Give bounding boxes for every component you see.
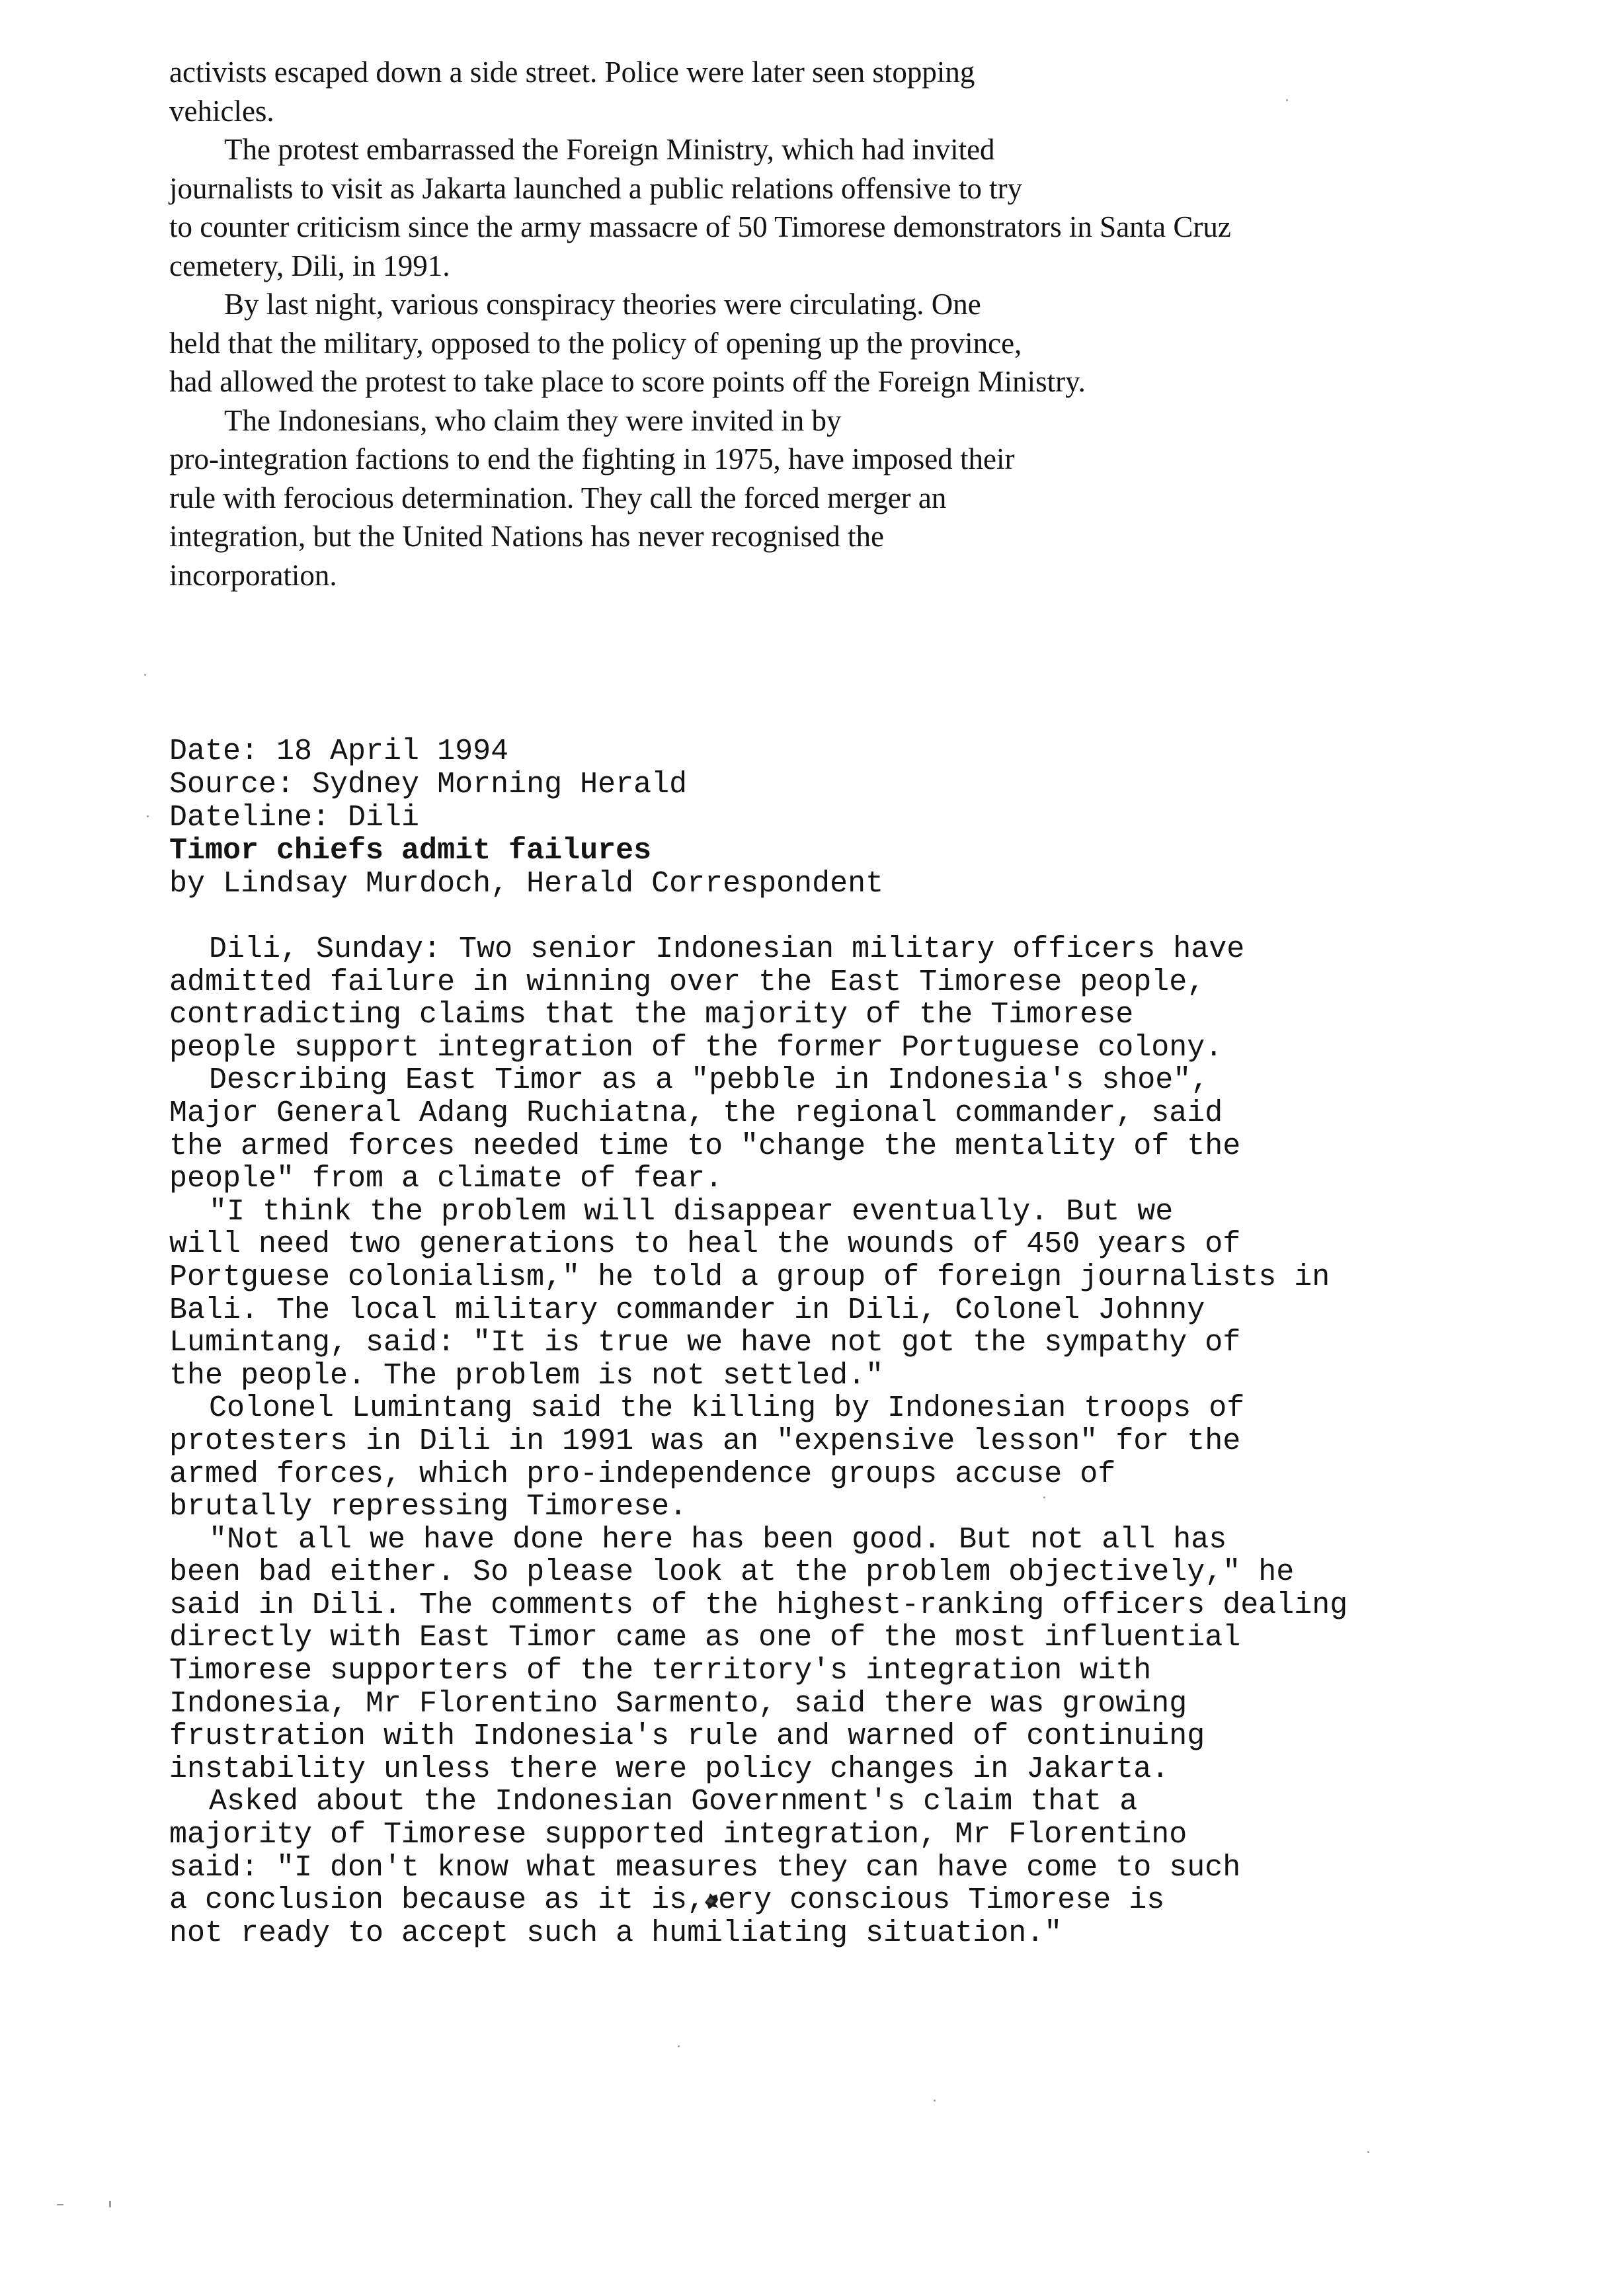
article-headline: Timor chiefs admit failures [169,834,652,868]
article-body-line: said: "I don't know what measures they can have come to such [169,1850,1241,1885]
continued-article [169,53,1492,594]
article-body-line: majority of Timorese supported integration, Mr Florentino [169,1818,1187,1852]
ink-smudge-icon [704,1887,719,1906]
scan-speck [678,2045,680,2047]
scan-speck [57,2204,63,2205]
scan-speck [147,815,149,817]
article-body-line: frustration with Indonesia's rule and warned of continuing [169,1719,1205,1754]
article-body-line: Indonesia, Mr Florentino Sarmento, said there was growing [169,1686,1187,1721]
article-body-line: instability unless there were policy changes in Jakarta. [169,1752,1170,1786]
article-body-line: contradicting claims that the majority of the Timorese [169,998,1134,1032]
article-body-line: Colonel Lumintang said the killing by Indonesian troops of [209,1391,1245,1426]
scan-speck [1286,99,1288,101]
continued-article-line: to counter criticism since the army massacre of 50 Timorese demonstrators in Santa Cruz [169,210,1231,243]
scan-speck [1043,1496,1045,1498]
article-header [169,735,1492,901]
scan-speck [1367,2151,1369,2153]
article-body-line: "Not all we have done here has been good. But not all has [209,1522,1227,1557]
article-body-line: Dili, Sunday: Two senior Indonesian military officers have [209,932,1245,966]
article-body-line: been bad either. So please look at the problem objectively," he [169,1555,1295,1590]
continued-article-line: had allowed the protest to take place to score points off the Foreign Ministry. [169,365,1086,398]
continued-article-line: vehicles. [169,94,274,128]
continued-article-line: integration, but the United Nations has never recognised the [169,520,884,553]
article-body-line: Timorese supporters of the territory's integration with [169,1654,1152,1688]
article-body-line: Asked about the Indonesian Government's claim that a [209,1785,1138,1819]
article-body-line: the people. The problem is not settled." [169,1358,884,1393]
article-body-line: will need two generations to heal the wounds of 450 years of [169,1227,1241,1262]
article-body-line [169,1884,1525,1917]
article-body-line: protesters in Dili in 1991 was an "expensive lesson" for the [169,1424,1241,1458]
article-byline: by Lindsay Murdoch, Herald Correspondent [169,867,884,901]
continued-article-line: cemetery, Dili, in 1991. [169,249,450,282]
article-body-line: the armed forces needed time to "change the mentality of the [169,1129,1241,1163]
article-body-line: Lumintang, said: "It is true we have not got the sympathy of [169,1326,1241,1360]
article-body-line: "I think the problem will disappear eventually. But we [209,1194,1174,1229]
article-body-line-end: ery conscious Timorese is [718,1883,1165,1918]
continued-article-line: rule with ferocious determination. They call the forced merger an [169,481,947,514]
article-body-line: directly with East Timor came as one of the most influential [169,1621,1241,1655]
continued-article-line: The Indonesians, who claim they were invited in by [224,403,842,437]
article-body-line: people support integration of the former Portuguese colony. [169,1030,1223,1065]
article-body [169,933,1525,1949]
article-body-line-start: a conclusion because as it is, [169,1883,705,1918]
article-body-line: armed forces, which pro-independence groups accuse of [169,1457,1116,1491]
article-body-line: Bali. The local military commander in Dili, Colonel Johnny [169,1293,1205,1327]
scan-speck [109,2201,111,2207]
scan-speck [144,674,146,676]
article-body-line: not ready to accept such a humiliating situation." [169,1916,1063,1950]
article-body-line: said in Dili. The comments of the highest-ranking officers dealing [169,1588,1348,1622]
date-line: Date: 18 April 1994 [169,735,509,768]
continued-article-line: held that the military, opposed to the policy of opening up the province, [169,326,1022,360]
article-body-line: Portguese colonialism," he told a group of foreign journalists in [169,1260,1330,1294]
continued-article-line: incorporation. [169,558,337,592]
article-body-line: people" from a climate of fear. [169,1162,723,1196]
article-body-line: brutally repressing Timorese. [169,1490,688,1524]
scan-speck [934,2100,936,2102]
source-line: Source: Sydney Morning Herald [169,768,688,801]
continued-article-line: journalists to visit as Jakarta launched a public relations offensive to try [169,171,1023,205]
continued-article-line: pro-integration factions to end the fighting in 1975, have imposed their [169,442,1015,475]
article-body-line: Describing East Timor as a "pebble in Indonesia's shoe", [209,1063,1209,1098]
article-body-line: admitted failure in winning over the East Timorese people, [169,965,1205,999]
continued-article-line: activists escaped down a side street. Police were later seen stopping [169,56,975,89]
continued-article-line: By last night, various conspiracy theories were circulating. One [224,288,981,321]
article-body-line: Major General Adang Ruchiatna, the regional commander, said [169,1096,1223,1130]
dateline-line: Dateline: Dili [169,801,420,835]
continued-article-line: The protest embarrassed the Foreign Ministry, which had invited [224,133,995,166]
